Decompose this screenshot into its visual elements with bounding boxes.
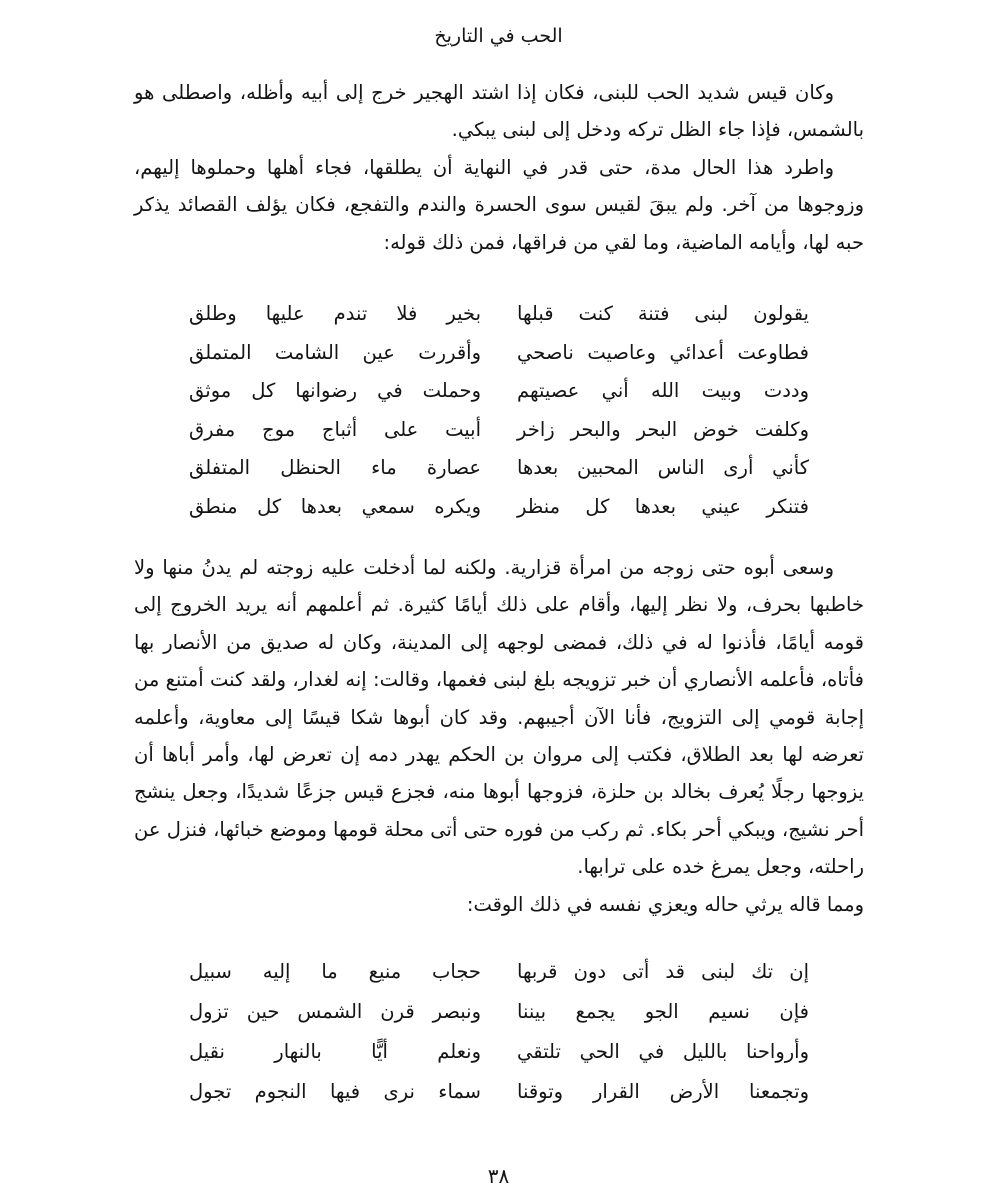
verse-first-hemistich: إن تك لبنى قد أتى دون قربها	[517, 960, 809, 983]
verse-second-hemistich: سماء نرى فيها النجوم تجول	[189, 1080, 481, 1103]
verse-second-hemistich: وحملت في رضوانها كل موثق	[189, 379, 481, 403]
verse-second-hemistich: ونبصر قرن الشمس حين تزول	[189, 1000, 481, 1023]
paragraph: ومما قاله يرثي حاله ويعزي نفسه في ذلك الوقت:	[466, 892, 864, 916]
poem-verse	[189, 952, 809, 992]
paragraph: وسعى أبوه حتى زوجه من امرأة قزارية. ولكنه لما أدخلت عليه زوجته لم يدنُ منها ولا خاطبها بحرف، ولا نظر إليها، وأقام على ذلك أيامًا كثيرة. ثم أعلمهم أنه يريد الخروج إلى قومه أيامًا، فأذنوا له في ذلك، فمضى لوجهه إلى المدينة، وكان له صديق من الأنصار بها فأتاه، فأعلمه الأنصاري أن خبر تزويجه بلغ لبنى فغمها، وقالت: إنه لغدار، ولقد كنت أمتنع من إجابة قومي إلى التزويج، فأنا الآن أجيبهم. وقد كان أبوها شكا قيسًا إلى معاوية، وأعلمه تعرضه لها بعد الطلاق، فكتب إلى مروان بن الحكم يهدر دمه إن تعرض لها، وأمر أباها أن يزوجها رجلًا يُعرف بخالد بن حلزة، فزوجها أبوها منه، فجزع قيس جزعًا شديدًا، وجعل ينشج أحر نشيج، ويبكي أحر بكاء. ثم ركب من فوره حتى أتى محلة قومها وموضع خبائها، فنزل عن راحلته، وجعل يمرغ خده على ترابها.	[134, 556, 864, 879]
verse-first-hemistich: وتجمعنا الأرض القرار وتوقنا	[517, 1080, 809, 1103]
verse-first-hemistich: فإن نسيم الجو يجمع بيننا	[517, 1000, 809, 1023]
poem-verse	[189, 449, 809, 488]
text-block-1	[134, 74, 864, 261]
text-block-2	[134, 549, 864, 923]
verse-first-hemistich: يقولون لبنى فتنة كنت قبلها	[517, 302, 809, 325]
verse-second-hemistich: أبيت على أثباج موج مفرق	[189, 417, 481, 441]
poem-verse	[189, 488, 809, 527]
poem-verse	[189, 411, 809, 450]
verse-second-hemistich: بخير فلا تندم عليها وطلق	[189, 302, 481, 325]
poem-verse	[189, 992, 809, 1032]
verse-second-hemistich: وأقررت عين الشامت المتملق	[189, 340, 481, 364]
verse-second-hemistich: ويكره سمعي بعدها كل منطق	[189, 494, 481, 518]
verse-first-hemistich: وأرواحنا بالليل في الحي تلتقي	[517, 1040, 809, 1063]
verse-first-hemistich: وكلفت خوض البحر والبحر زاخر	[517, 417, 809, 441]
poem-1	[189, 295, 809, 527]
poem-2	[189, 952, 809, 1112]
paragraph: وكان قيس شديد الحب للبنى، فكان إذا اشتد الهجير خرج إلى أبيه وأظله، واصطلى هو بالشمس، فإذا جاء الظل تركه ودخل إلى لبنى يبكي.	[134, 81, 864, 142]
verse-second-hemistich: حجاب منيع ما إليه سبيل	[189, 960, 481, 983]
poem-verse	[189, 1072, 809, 1112]
verse-first-hemistich: وددت وبيت الله أني عصيتهم	[517, 379, 809, 403]
paragraph: واطرد هذا الحال مدة، حتى قدر في النهاية أن يطلقها، فجاء أهلها وحملوها إليهم، وزوجوها من آخر. ولم يبقَ لقيس سوى الحسرة والندم والتفجع، فكان يؤلف القصائد يذكر حبه لها، وأيامه الماضية، وما لقي من فراقها، فمن ذلك قوله:	[134, 155, 864, 254]
poem-verse	[189, 295, 809, 334]
page-number: ٣٨	[487, 1164, 510, 1188]
running-head-title: الحب في التاريخ	[434, 25, 563, 47]
verse-first-hemistich: فتنكر عيني بعدها كل منظر	[517, 494, 809, 518]
verse-second-hemistich: عصارة ماء الحنظل المتفلق	[189, 456, 481, 480]
verse-first-hemistich: كأني أرى الناس المحبين بعدها	[517, 456, 809, 480]
poem-verse	[189, 1032, 809, 1072]
poem-verse	[189, 372, 809, 411]
verse-first-hemistich: فطاوعت أعدائي وعاصيت ناصحي	[517, 340, 809, 364]
verse-second-hemistich: ونعلم أيًّا بالنهار نقيل	[189, 1040, 481, 1063]
poem-verse	[189, 334, 809, 373]
